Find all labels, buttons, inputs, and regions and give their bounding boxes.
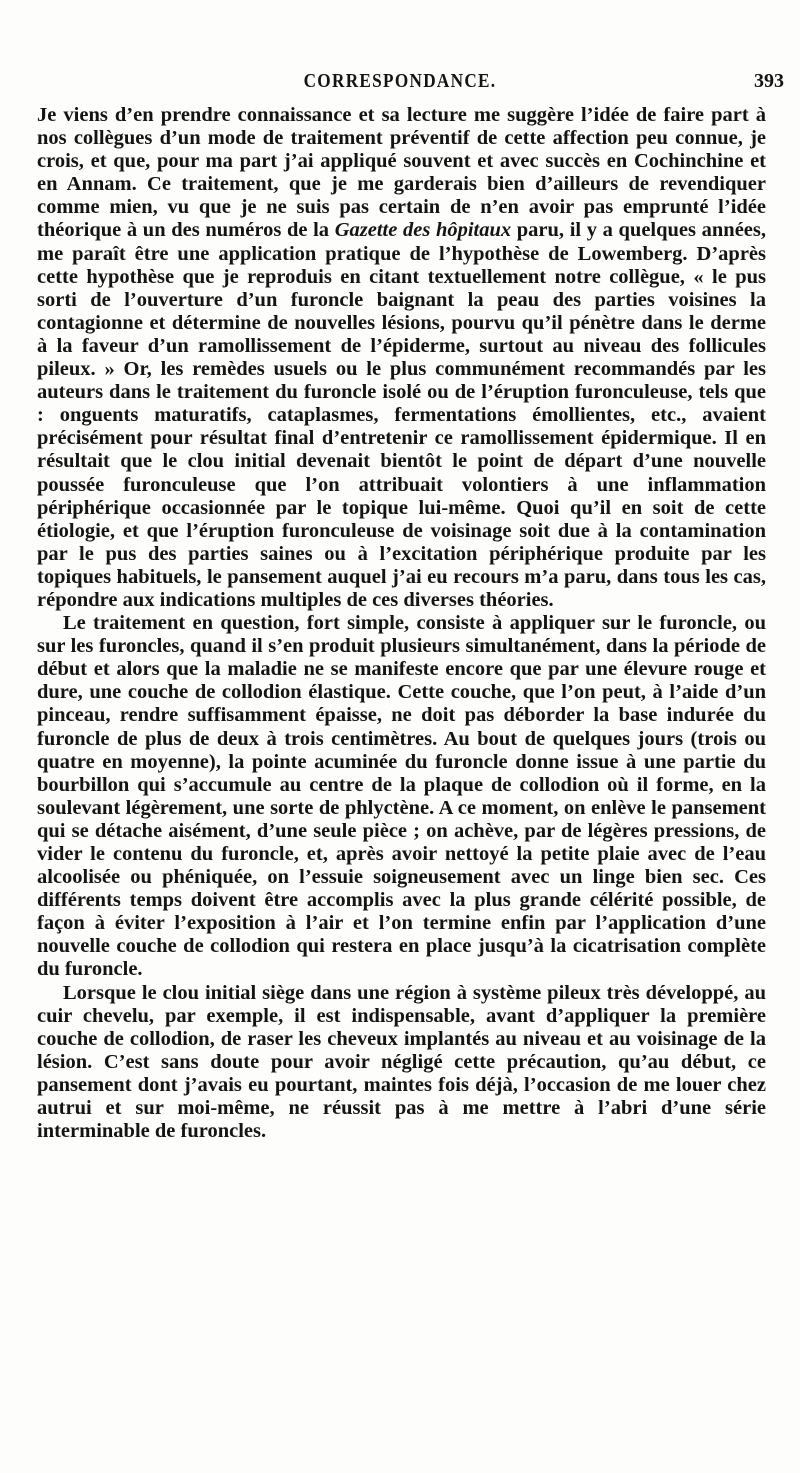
page-number: 393 — [754, 70, 784, 92]
page-header — [0, 70, 800, 100]
journal-title-italic: Gazette des hôpitaux — [334, 219, 512, 242]
paragraph-1-text-start: Je viens d’en prendre connaissance et sa lecture me suggère l’idée de faire part à nos collègues d’un mode de traitement préventif de cette affection peu connue, je crois, et que, pour ma part j’ai appliqué souvent et avec succès en Cochinchine et en Annam. Ce traitement, que je me garderais bien d’ailleurs de revendiquer comme mien, vu que je ne suis pas certain de n’en avoir pas emprunté l’idée théorique à un des numéros de la — [37, 104, 766, 242]
paragraph-2: Le traitement en question, fort simple, consiste à appliquer sur le furoncle, ou sur les furoncles, quand il s’en produit plusieurs simultanément, dans la période de début et alors que la maladie ne se manifeste encore que par une élevure rouge et dure, une couche de collodion élastique. Cette couche, que l’on peut, à l’aide d’un pinceau, rendre suffisamment épaisse, ne doit pas déborder la base indurée du furoncle de plus de deux à trois centimètres. Au bout de quelques jours (trois ou quatre en moyenne), la pointe acuminée du furoncle donne issue à une partie du bourbillon qui s’accumule au centre de la plaque de collodion où il forme, en la soulevant légèrement, une sorte de phlyctène. A ce moment, on enlève le pansement qui se détache aisément, d’une seule pièce ; on achève, par de légères pressions, de vider le contenu du furoncle, et, après avoir nettoyé la petite plaie avec de l’eau alcoolisée ou phéniquée, on l’essuie soigneusement avec un linge bien sec. Ces différents temps doivent être accomplis avec la plus grande célérité possible, de façon à éviter l’exposition à l’air et l’on termine enfin par l’application d’une nouvelle couche de collodion qui restera en place jusqu’à la cicatrisation complète du furoncle. — [37, 612, 766, 981]
body-text — [37, 104, 766, 1143]
paragraph-3: Lorsque le clou initial siège dans une région à système pileux très développé, au cuir chevelu, par exemple, il est indispensable, avant d’appliquer la première couche de collodion, de raser les cheveux implantés au niveau et au voisinage de la lésion. C’est sans doute pour avoir négligé cette précaution, qu’au début, ce pansement dont j’avais eu pourtant, maintes fois déjà, l’occasion de me louer chez autrui et sur moi-même, ne réussit pas à me mettre à l’abri d’une série interminable de furoncles. — [37, 981, 766, 1143]
paragraph-1 — [37, 104, 766, 612]
running-title: CORRESPONDANCE. — [303, 70, 497, 92]
paragraph-1-text-end: paru, il y a quelques années, me paraît être une application pratique de l’hypothèse de Lowemberg. D’après cette hypothèse que je reproduis en citant textuellement notre collègue, « le pus sorti de l’ouverture d’un furoncle baignant la peau des parties voisines la contagionne et détermine de nouvelles lésions, pourvu qu’il pénètre dans le derme à la faveur d’un ramollissement de l’épiderme, surtout au niveau des follicules pileux. » Or, les remèdes usuels ou le plus communément recommandés par les auteurs dans le traitement du furoncle isolé ou de l’éruption furonculeuse, tels que : onguents maturatifs, cataplasmes, fermentations émollientes, etc., avaient précisément pour résultat final d’entretenir ce ramollissement épidermique. Il en résultait que le clou initial devenait bientôt le point de départ d’une nouvelle poussée furonculeuse que l’on attribuait volontiers à une inflammation périphérique occasionnée par le topique lui-même. Quoi qu’il en soit de cette étiologie, et que l’éruption furonculeuse de voisinage soit due à la contamination par le pus des parties saines ou à l’excitation périphérique produite par les topiques habituels, le pansement auquel j’ai eu recours m’a paru, dans tous les cas, répondre aux indications multiples de ces diverses théories. — [37, 219, 766, 611]
